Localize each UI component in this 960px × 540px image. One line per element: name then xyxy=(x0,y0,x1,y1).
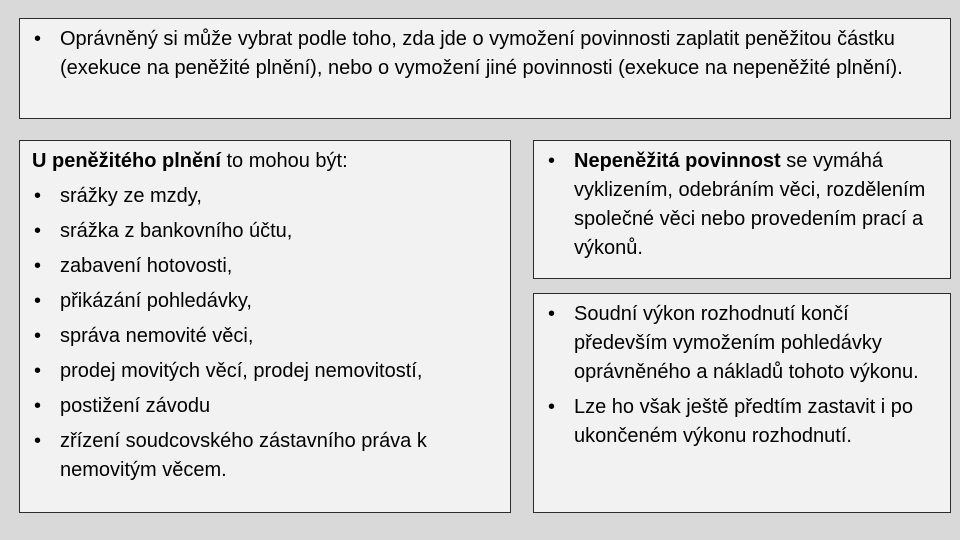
intro-box xyxy=(19,18,951,119)
non-monetary-rest: se vymáhá vyklizením, odebráním věci, rozdělením společné věci nebo provedením prací a výkonů. xyxy=(574,150,926,259)
list-item: • postižení závodu xyxy=(32,392,500,421)
list-item: • srážka z bankovního účtu, xyxy=(32,217,500,246)
enforcement-end-box xyxy=(533,293,951,513)
list-item: • zabavení hotovosti, xyxy=(32,252,500,281)
list-item: • srážky ze mzdy, xyxy=(32,182,500,211)
non-monetary-bold: Nepeněžitá povinnost xyxy=(574,150,781,172)
list-item: • zřízení soudcovského zástavního práva k nemovitým věcem. xyxy=(32,427,500,485)
monetary-heading-rest: to mohou být: xyxy=(220,150,348,172)
list-item: • Soudní výkon rozhodnutí končí především vymožením pohledávky oprávněného a nákladů tohoto výkonu. xyxy=(546,300,940,387)
intro-item: • Oprávněný si může vybrat podle toho, zda jde o vymožení povinnosti zaplatit peněžitou částku (exekuce na peněžité plnění), nebo o vymožení jiné povinnosti (exekuce na nepeněžité plnění). xyxy=(32,25,938,83)
monetary-heading-bold: U peněžitého plnění xyxy=(32,150,221,172)
list-item: • Lze ho však ještě předtím zastavit i po ukončeném výkonu rozhodnutí. xyxy=(546,393,940,451)
intro-list xyxy=(32,25,938,83)
list-item: • prodej movitých věcí, prodej nemovitostí, xyxy=(32,357,500,386)
non-monetary-item xyxy=(546,147,940,263)
list-item: • správa nemovité věci, xyxy=(32,322,500,351)
monetary-list xyxy=(32,182,500,485)
enforcement-end-list xyxy=(546,300,940,451)
monetary-performance-box xyxy=(19,140,511,513)
monetary-heading xyxy=(32,147,500,176)
list-item: • přikázání pohledávky, xyxy=(32,287,500,316)
non-monetary-list xyxy=(546,147,940,263)
non-monetary-box xyxy=(533,140,951,279)
